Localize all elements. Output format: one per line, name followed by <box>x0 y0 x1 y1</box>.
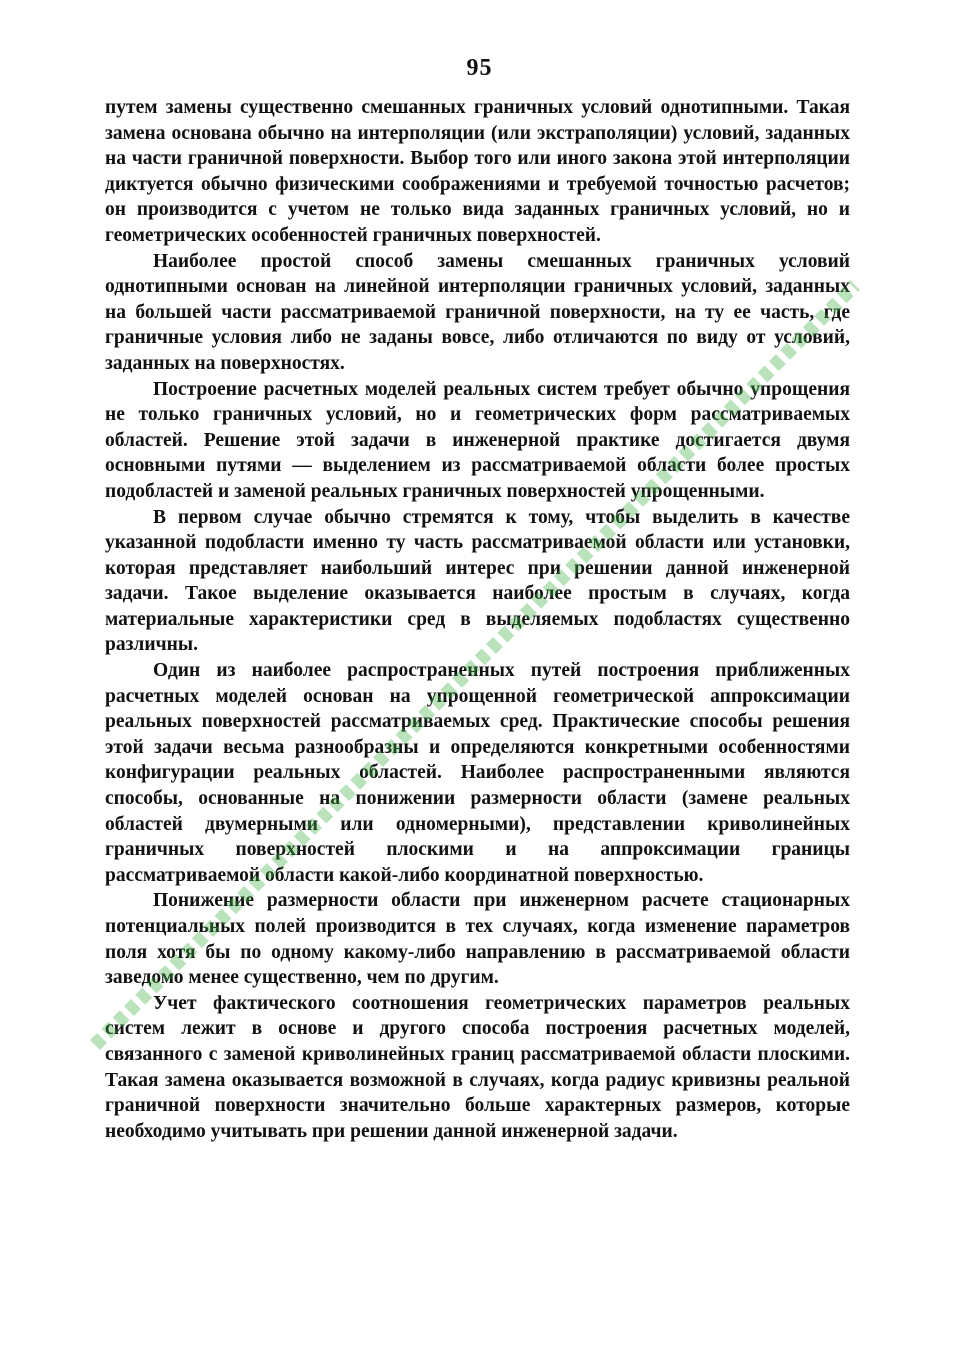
body-text <box>105 95 850 1144</box>
paragraph: Понижение размерности области при инженерном расчете стационарных потенциальных полей производится в тех случаях, когда изменение параметров поля хотя бы по одному какому-либо направлению в рассматриваемой области заведомо менее существенно, чем по другим. <box>105 890 850 989</box>
paragraph: Построение расчетных моделей реальных систем требует обычно упрощения не только граничных условий, но и геометрических форм рассматриваемых областей. Решение этой задачи в инженерной практике достигается двумя основными путями — выделением из рассматриваемой области более простых подобластей и заменой реальных граничных поверхностей упрощенными. <box>105 378 850 502</box>
page-number: 95 <box>466 55 493 81</box>
paragraph: путем замены существенно смешанных граничных условий однотипными. Такая замена основана обычно на интерполяции (или экстраполяции) условий, заданных на части граничной поверхности. Выбор того или иного закона этой интерполяции диктуется обычно физическими соображениями и требуемой точностью расчетов; он производится с учетом не только вида заданных граничных условий, но и геометрических особенностей граничных поверхностей. <box>105 97 850 246</box>
paragraph: В первом случае обычно стремятся к тому, чтобы выделить в качестве указанной подобласти именно ту часть рассматриваемой области или установки, которая представляет наибольший интерес при решении данной инженерной задачи. Такое выделение оказывается наиболее простым в случаях, когда материальные характеристики сред в выделяемых подобластях существенно различны. <box>105 506 850 656</box>
paragraph: Один из наиболее распространенных путей построения приближенных расчетных моделей основан на упрощенной геометрической аппроксимации реальных поверхностей рассматриваемых сред. Практические способы решения этой задачи весьма разнообразны и определяются конкретными особенностями конфигурации реальных областей. Наиболее распространенными являются способы, основанные на понижении размерности области (замене реальных областей двумерными или одномерными), представлении криволинейных граничных поверхностей плоскими и на аппроксимации границы рассматриваемой области какой-либо координатной поверхностью. <box>105 660 850 886</box>
paragraph: Наиболее простой способ замены смешанных граничных условий однотипными основан на линейной интерполяции граничных условий, заданных на большей части рассматриваемой граничной поверхности, на ту ее часть, где граничные условия либо не заданы вовсе, либо отличаются по виду от условий, заданных на поверхностях. <box>105 250 850 374</box>
paragraph: Учет фактического соотношения геометрических параметров реальных систем лежит в основе и другого способа построения расчетных моделей, связанного с заменой криволинейных границ рассматриваемой области плоскими. Такая замена оказывается возможной в случаях, когда радиус кривизны реальной граничной поверхности значительно больше характерных размеров, которые необходимо учитывать при решении данной инженерной задачи. <box>105 992 850 1142</box>
